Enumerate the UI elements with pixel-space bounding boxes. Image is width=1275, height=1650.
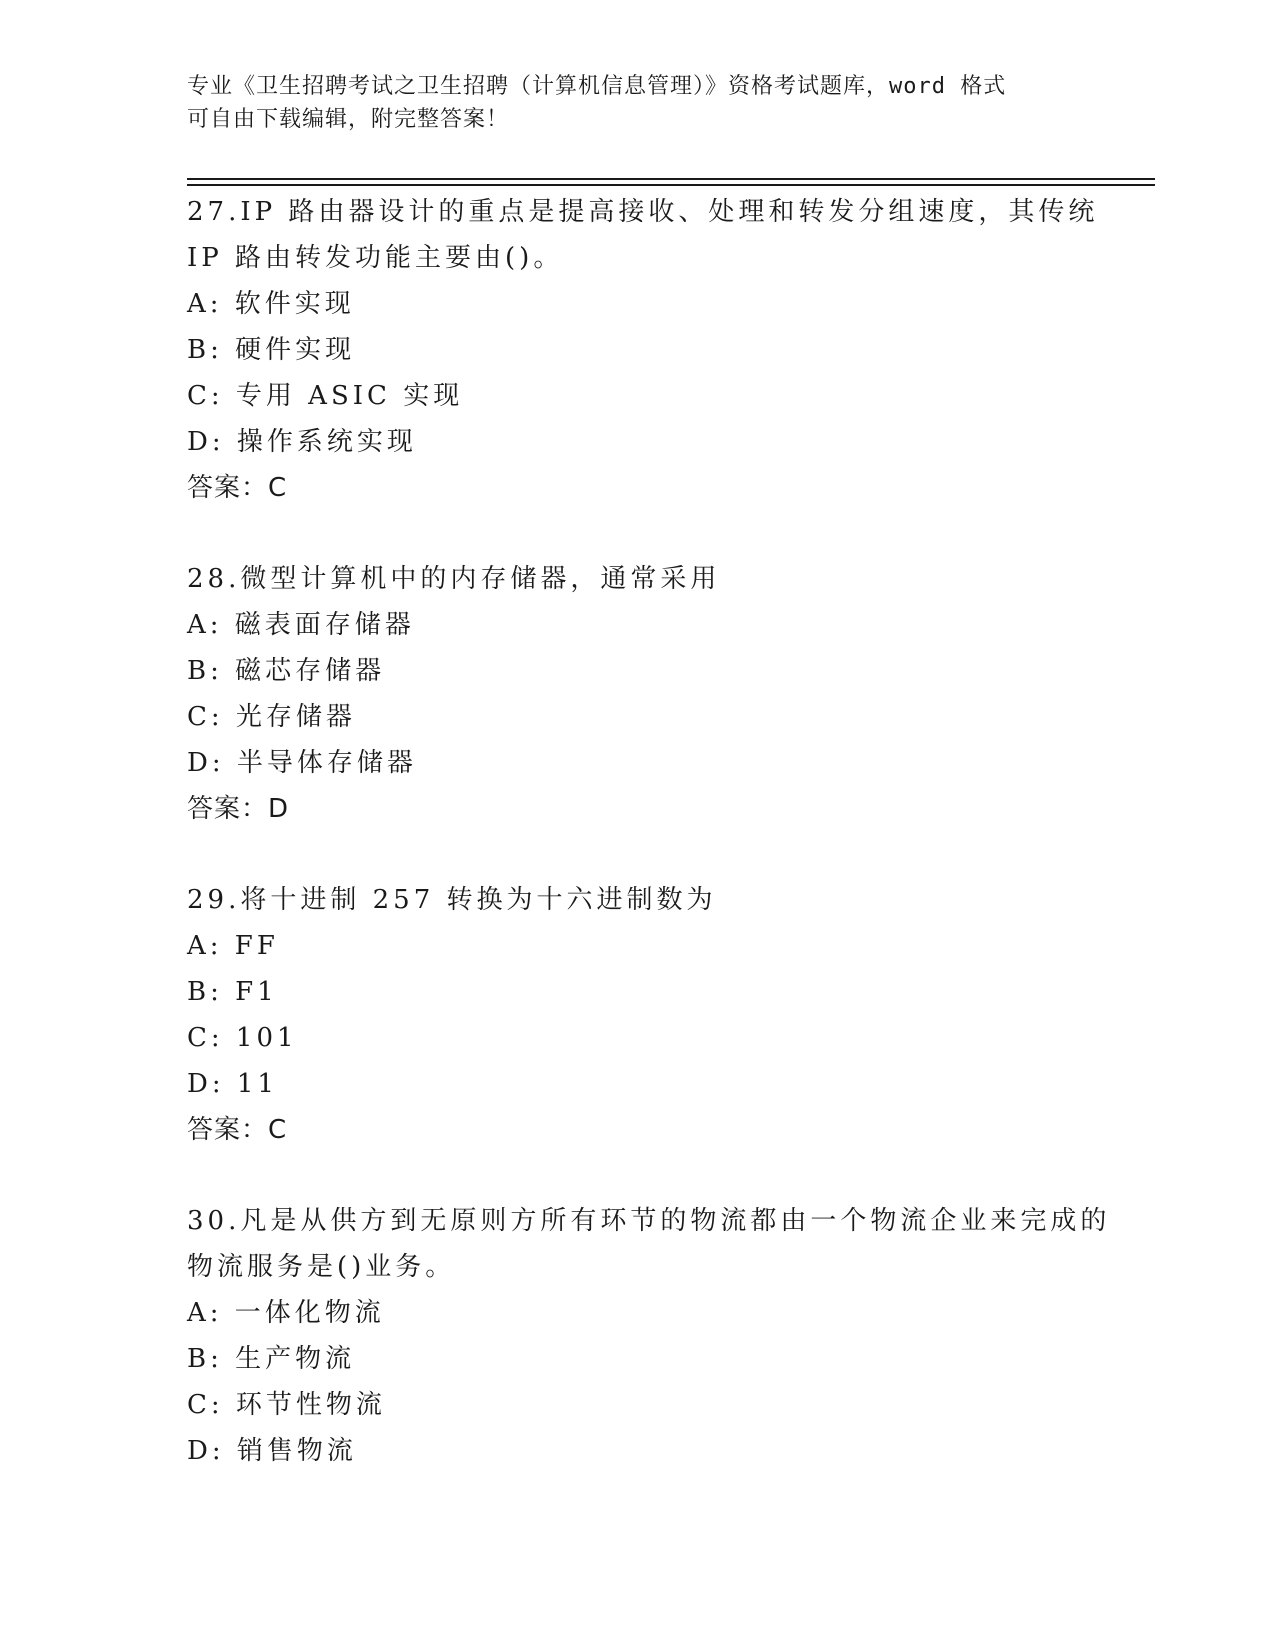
question-stem: 物流服务是()业务。: [187, 1252, 456, 1282]
option-b: B: 磁芯存储器: [187, 656, 386, 686]
question-stem: 28.微型计算机中的内存储器，通常采用: [187, 564, 721, 594]
header-divider-bottom: [187, 184, 1155, 186]
header-line-2: 可自由下载编辑，附完整答案！: [187, 107, 510, 132]
option-c: C: 光存储器: [187, 702, 356, 732]
option-b: B: 生产物流: [187, 1344, 356, 1374]
option-d: D: 操作系统实现: [187, 427, 417, 457]
question-30: [187, 1198, 1111, 1474]
question-27: [187, 189, 1099, 511]
answer: 答案：C: [187, 473, 288, 503]
option-b: B: 硬件实现: [187, 335, 356, 365]
document-header: [187, 70, 1087, 136]
option-c: C: 101: [187, 1023, 298, 1053]
question-28: [187, 556, 1087, 832]
header-divider-top: [187, 178, 1155, 180]
answer: 答案：D: [187, 794, 290, 824]
question-stem: 29.将十进制 257 转换为十六进制数为: [187, 885, 717, 915]
option-d: D: 11: [187, 1069, 278, 1099]
option-d: D: 半导体存储器: [187, 748, 417, 778]
option-b: B: F1: [187, 977, 278, 1007]
option-c: C: 专用 ASIC 实现: [187, 381, 464, 411]
option-a: A: 软件实现: [187, 289, 355, 319]
question-stem: 27.IP 路由器设计的重点是提高接收、处理和转发分组速度，其传统: [187, 197, 1099, 227]
question-list: [187, 189, 1111, 1474]
question-stem: 30.凡是从供方到无原则方所有环节的物流都由一个物流企业来完成的: [187, 1206, 1111, 1236]
question-29: [187, 877, 1087, 1153]
question-stem: IP 路由转发功能主要由()。: [187, 243, 564, 273]
header-line-1: 专业《卫生招聘考试之卫生招聘（计算机信息管理）》资格考试题库，word 格式: [187, 74, 1007, 99]
option-a: A: 一体化物流: [187, 1298, 385, 1328]
option-a: A: FF: [187, 931, 279, 961]
option-c: C: 环节性物流: [187, 1390, 386, 1420]
option-d: D: 销售物流: [187, 1436, 357, 1466]
answer: 答案：C: [187, 1115, 288, 1145]
option-a: A: 磁表面存储器: [187, 610, 415, 640]
